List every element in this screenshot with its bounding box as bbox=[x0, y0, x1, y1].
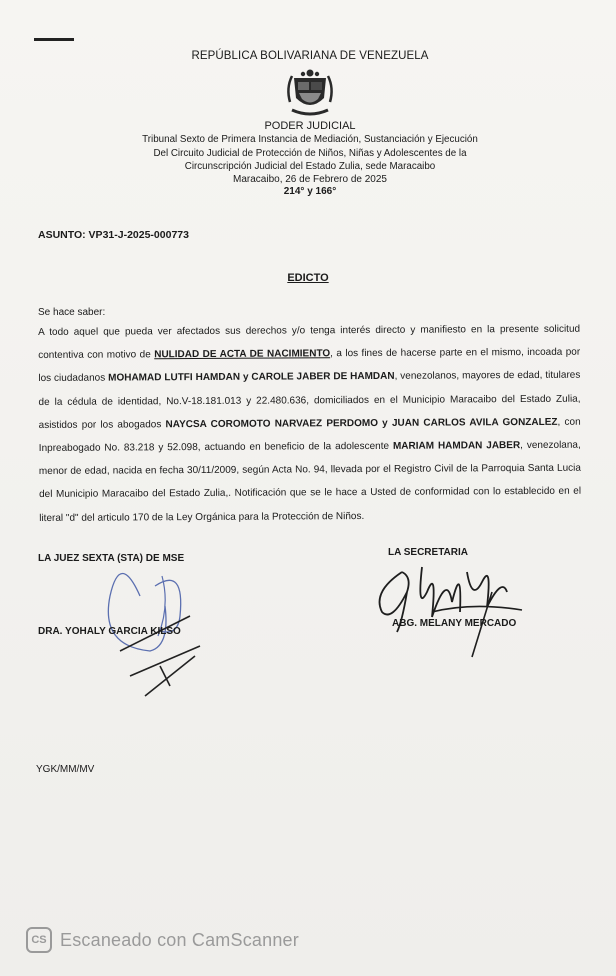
secretary-title: LA SECRETARIA bbox=[388, 547, 468, 558]
corner-mark bbox=[34, 38, 74, 41]
secretary-name: ABG. MELANY MERCADO bbox=[392, 618, 517, 629]
body-text-5: , venezolana, menor de edad, nacida en fecha 30/11/2009, según Acta No. 94, llevada por el Registro Civil de la Parroquia Santa Lucia del Municipio Maracaibo del Estado Zulia,. Notificación que se le hace a Usted de conformidad con lo establecido en el literal "d" del articulo 170 de la Ley Orgánica para la Protección de Niños. bbox=[38, 439, 582, 524]
body-text-3: , venezolanos, mayores de edad, titulares de la cédula de identidad, No.V-18.181.013 y 22.480.636, domiciliados en el Municipio Maracaibo del Estado Zulia, asistidos por los abogados bbox=[38, 370, 581, 431]
judge-title: LA JUEZ SEXTA (STA) DE MSE bbox=[38, 553, 185, 564]
case-number: ASUNTO: VP31-J-2025-000773 bbox=[38, 229, 189, 241]
camscanner-logo-icon: CS bbox=[26, 927, 52, 953]
solicitantes: MOHAMAD LUTFI HAMDAN y CAROLE JABER DE HAMDAN bbox=[108, 371, 395, 384]
document-header bbox=[120, 50, 500, 198]
document-title: EDICTO bbox=[287, 272, 329, 284]
secretary-signature bbox=[372, 552, 532, 662]
body-text-4: , con Inpreabogado No. 83.218 y 52.098, actuando en beneficio de la adolescente bbox=[38, 416, 581, 455]
motivo: NULIDAD DE ACTA DE NACIMIENTO bbox=[154, 348, 331, 361]
republic-name: REPÚBLICA BOLIVARIANA DE VENEZUELA bbox=[191, 50, 429, 62]
years: 214° y 166° bbox=[283, 185, 337, 197]
body-text-2: , a los fines de hacerse parte en el mismo, incoada por los ciudadanos bbox=[38, 346, 581, 385]
coat-of-arms-seal bbox=[284, 68, 336, 118]
tribunal-line-3: Circunscripción Judicial del Estado Zulia, sede Maracaibo bbox=[184, 161, 436, 172]
tribunal-line-2: Del Circuito Judicial de Protección de Niños, Niñas y Adolescentes de la bbox=[153, 147, 467, 159]
camscanner-watermark bbox=[26, 927, 299, 953]
adolescente: MARIAM HAMDAN JABER bbox=[392, 440, 521, 452]
poder-judicial: PODER JUDICIAL bbox=[264, 120, 356, 132]
abogados: NAYCSA COROMOTO NARVAEZ PERDOMO y JUAN CARLOS AVILA GONZALEZ bbox=[165, 416, 558, 431]
body-text-1: A todo aquel que pueda ver afectados sus derechos y/o tenga interés directo y manifiesto en la presente solicitud contentiva con motivo de bbox=[38, 323, 581, 362]
edict-body bbox=[38, 318, 581, 530]
document-initials: YGK/MM/MV bbox=[36, 764, 95, 775]
watermark-text: Escaneado con CamScanner bbox=[60, 929, 299, 950]
place-date: Maracaibo, 26 de Febrero de 2025 bbox=[233, 173, 387, 185]
tribunal-line-1: Tribunal Sexto de Primera Instancia de Mediación, Sustanciación y Ejecución bbox=[142, 134, 478, 145]
intro-text: Se hace saber: bbox=[38, 307, 106, 318]
judge-name: DRA. YOHALY GARCIA KILSO bbox=[38, 626, 181, 637]
